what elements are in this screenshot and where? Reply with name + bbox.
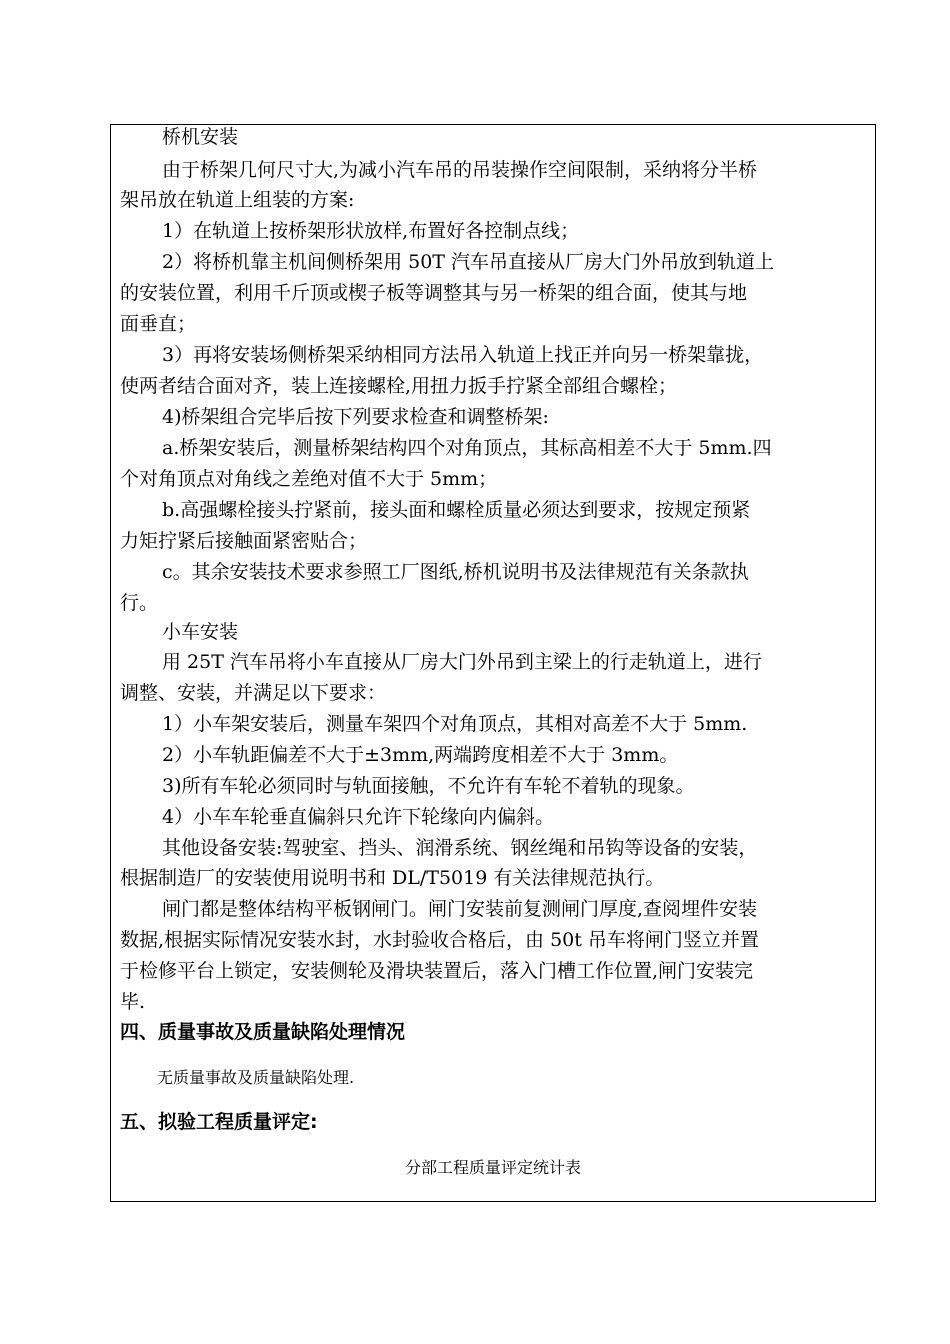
bridge-intro-line-1: 由于桥架几何尺寸大,为减小汽车吊的吊装操作空间限制，采纳将分半桥 — [162, 159, 758, 181]
gate-line-3: 于检修平台上锁定，安装侧轮及滑块装置后，落入门槽工作位置,闸门安装完 — [120, 960, 754, 982]
section-4-body: 无质量事故及质量缺陷处理. — [157, 1068, 355, 1087]
other-equipment-line-1: 其他设备安装:驾驶室、挡头、润滑系统、钢丝绳和吊钩等设备的安装， — [162, 837, 758, 859]
trolley-step-3: 3)所有车轮必须同时与轨面接触，不允许有车轮不着轨的现象。 — [162, 775, 695, 797]
gate-line-4: 毕. — [120, 991, 146, 1013]
bridge-step-4b-line-1: b.高强螺栓接头拧紧前，接头面和螺栓质量必须达到要求，按规定预紧 — [162, 499, 751, 521]
bridge-step-1: 1）在轨道上按桥架形状放样,布置好各控制点线； — [162, 220, 580, 242]
bridge-step-4c-line-2: 行。 — [120, 592, 159, 614]
bridge-step-3-line-2: 使两者结合面对齐，装上连接螺栓,用扭力扳手拧紧全部组合螺栓； — [120, 375, 678, 397]
bridge-step-2-line-2: 的安装位置，利用千斤顶或楔子板等调整其与另一桥架的组合面，使其与地 — [120, 282, 748, 304]
bridge-step-2-line-3: 面垂直； — [120, 313, 197, 335]
bridge-step-4b-line-2: 力矩拧紧后接触面紧密贴合； — [120, 530, 368, 552]
trolley-title: 小车安装 — [162, 621, 239, 643]
bridge-step-3-line-1: 3）再将安装场侧桥架采纳相同方法吊入轨道上找正并向另一桥架靠拢， — [162, 344, 764, 366]
bridge-crane-title: 桥机安装 — [162, 126, 239, 148]
table-title: 分部工程质量评定统计表 — [404, 1158, 581, 1177]
trolley-intro-line-2: 调整、安装，并满足以下要求： — [120, 682, 387, 704]
gate-line-2: 数据,根据实际情况安装水封，水封验收合格后，由 50t 吊车将闸门竖立并置 — [120, 929, 759, 951]
section-5-heading: 五、拟验工程质量评定: — [120, 1111, 318, 1133]
bridge-step-4a-line-1: a.桥架安装后，测量桥架结构四个对角顶点，其标高相差不大于 5mm.四 — [162, 437, 772, 459]
bridge-intro-line-2: 架吊放在轨道上组装的方案: — [120, 189, 355, 211]
trolley-step-2: 2）小车轨距偏差不大于±3mm,两端跨度相差不大于 3mm。 — [162, 744, 679, 766]
bridge-step-4: 4)桥架组合完毕后按下列要求检查和调整桥架: — [162, 406, 549, 428]
trolley-step-1: 1）小车架安装后，测量车架四个对角顶点，其相对高差不大于 5mm. — [162, 713, 748, 735]
trolley-step-4: 4）小车车轮垂直偏斜只允许下轮缘向内偏斜。 — [162, 806, 555, 828]
bridge-step-4c-line-1: c。其余安装技术要求参照工厂图纸,桥机说明书及法律规范有关条款执 — [162, 561, 749, 583]
section-4-heading: 四、质量事故及质量缺陷处理情况 — [120, 1021, 406, 1043]
bridge-step-2-line-1: 2）将桥机靠主机间侧桥架用 50T 汽车吊直接从厂房大门外吊放到轨道上 — [162, 251, 775, 273]
other-equipment-line-2: 根据制造厂的安装使用说明书和 DL/T5019 有关法律规范执行。 — [120, 867, 665, 889]
trolley-intro-line-1: 用 25T 汽车吊将小车直接从厂房大门外吊到主梁上的行走轨道上，进行 — [162, 651, 762, 673]
bridge-step-4a-line-2: 个对角顶点对角线之差绝对值不大于 5mm； — [120, 468, 498, 490]
gate-line-1: 闸门都是整体结构平板钢闸门。闸门安装前复测闸门厚度,查阅埋件安装 — [162, 898, 758, 920]
